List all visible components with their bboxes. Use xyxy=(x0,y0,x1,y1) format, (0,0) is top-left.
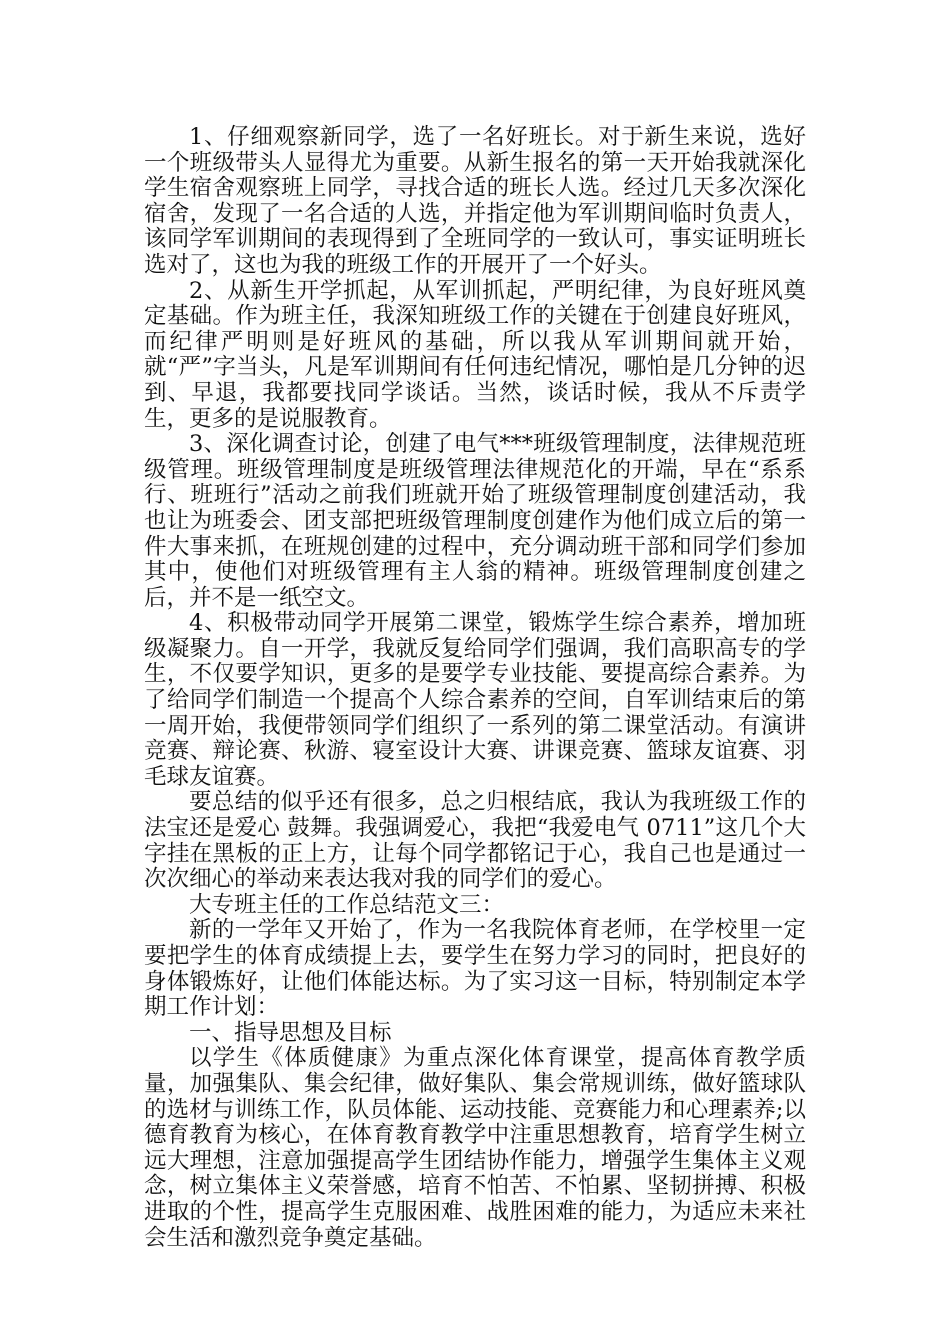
paragraph-item-2-discipline: 2、从新生开学抓起，从军训抓起，严明纪律，为良好班风奠定基础。作为班主任，我深知班级工作的关键在于创建良好班风，而纪律严明则是好班风的基础，所以我从军训期间就开始，就“严”字当头，凡是军训期间有任何违纪情况，哪怕是几分钟的迟到、早退，我都要找同学谈话。当然，谈话时候，我从不斥责学生，更多的是说服教育。 xyxy=(144,277,806,432)
paragraph-item-4-second-classroom: 4、积极带动同学开展第二课堂，锻炼学生综合素养，增加班级凝聚力。自一开学，我就反复给同学们强调，我们高职高专的学生，不仅要学知识，更多的是要学专业技能、要提高综合素养。为了给同学们制造一个提高个人综合素养的空间，自军训结束后的第一周开始，我便带领同学们组织了一系列的第二课堂活动。有演讲竞赛、辩论赛、秋游、寝室设计大赛、讲课竞赛、篮球友谊赛、羽毛球友谊赛。 xyxy=(144,610,806,790)
paragraph-summary-love: 要总结的似乎还有很多，总之归根结底，我认为我班级工作的法宝还是爱心 鼓舞。我强调爱心，我把“我爱电气 0711”这几个大字挂在黑板的正上方，让每个同学都铭记于心，我自己也是通过一次次细心的举动来表达我对我的同学们的爱心。 xyxy=(144,789,806,893)
paragraph-new-semester-plan: 新的一学年又开始了，作为一名我院体育老师，在学校里一定要把学生的体育成绩提上去，要学生在努力学习的同时，把良好的身体锻炼好，让他们体能达标。为了实习这一目标，特别制定本学期工作计划： xyxy=(144,917,806,1021)
section-heading-guiding-ideology: 一、指导思想及目标 xyxy=(189,1019,392,1046)
paragraph-item-1-class-monitor: 1、仔细观察新同学，选了一名好班长。对于新生来说，选好一个班级带头人显得尤为重要。从新生报名的第一天开始我就深化学生宿舍观察班上同学，寻找合适的班长人选。经过几天多次深化宿舍，发现了一名合适的人选，并指定他为军训期间临时负责人，该同学军训期间的表现得到了全班同学的一致认可，事实证明班长选对了，这也为我的班级工作的开展开了一个好头。 xyxy=(144,124,806,278)
paragraph-item-3-class-rules: 3、深化调查讨论，创建了电气***班级管理制度，法律规范班级管理。班级管理制度是班级管理法律规范化的开端，早在“系系行、班班行”活动之前我们班就开始了班级管理制度创建活动，我也让为班委会、团支部把班级管理制度创建作为他们成立后的第一件大事来抓，在班规创建的过程中，充分调动班干部和同学们参加其中，使他们对班级管理有主人翁的精神。班级管理制度创建之后，并不是一纸空文。 xyxy=(144,431,806,611)
paragraph-guiding-ideology-body: 以学生《体质健康》为重点深化体育课堂，提高体育教学质量，加强集队、集会纪律，做好集队、集会常规训练，做好篮球队的选材与训练工作，队员体能、运动技能、竞赛能力和心理素养;以德育教育为核心，在体育教育教学中注重思想教育，培育学生树立远大理想，注意加强提高学生团结协作能力，增强学生集体主义观念，树立集体主义荣誉感，培育不怕苦、不怕累、坚韧拼搏、积极进取的个性，提高学生克服困难、战胜困难的能力，为适应未来社会生活和激烈竞争奠定基础。 xyxy=(144,1045,806,1251)
document-body xyxy=(144,125,806,1251)
section-heading-sample-three: 大专班主任的工作总结范文三： xyxy=(189,891,505,918)
